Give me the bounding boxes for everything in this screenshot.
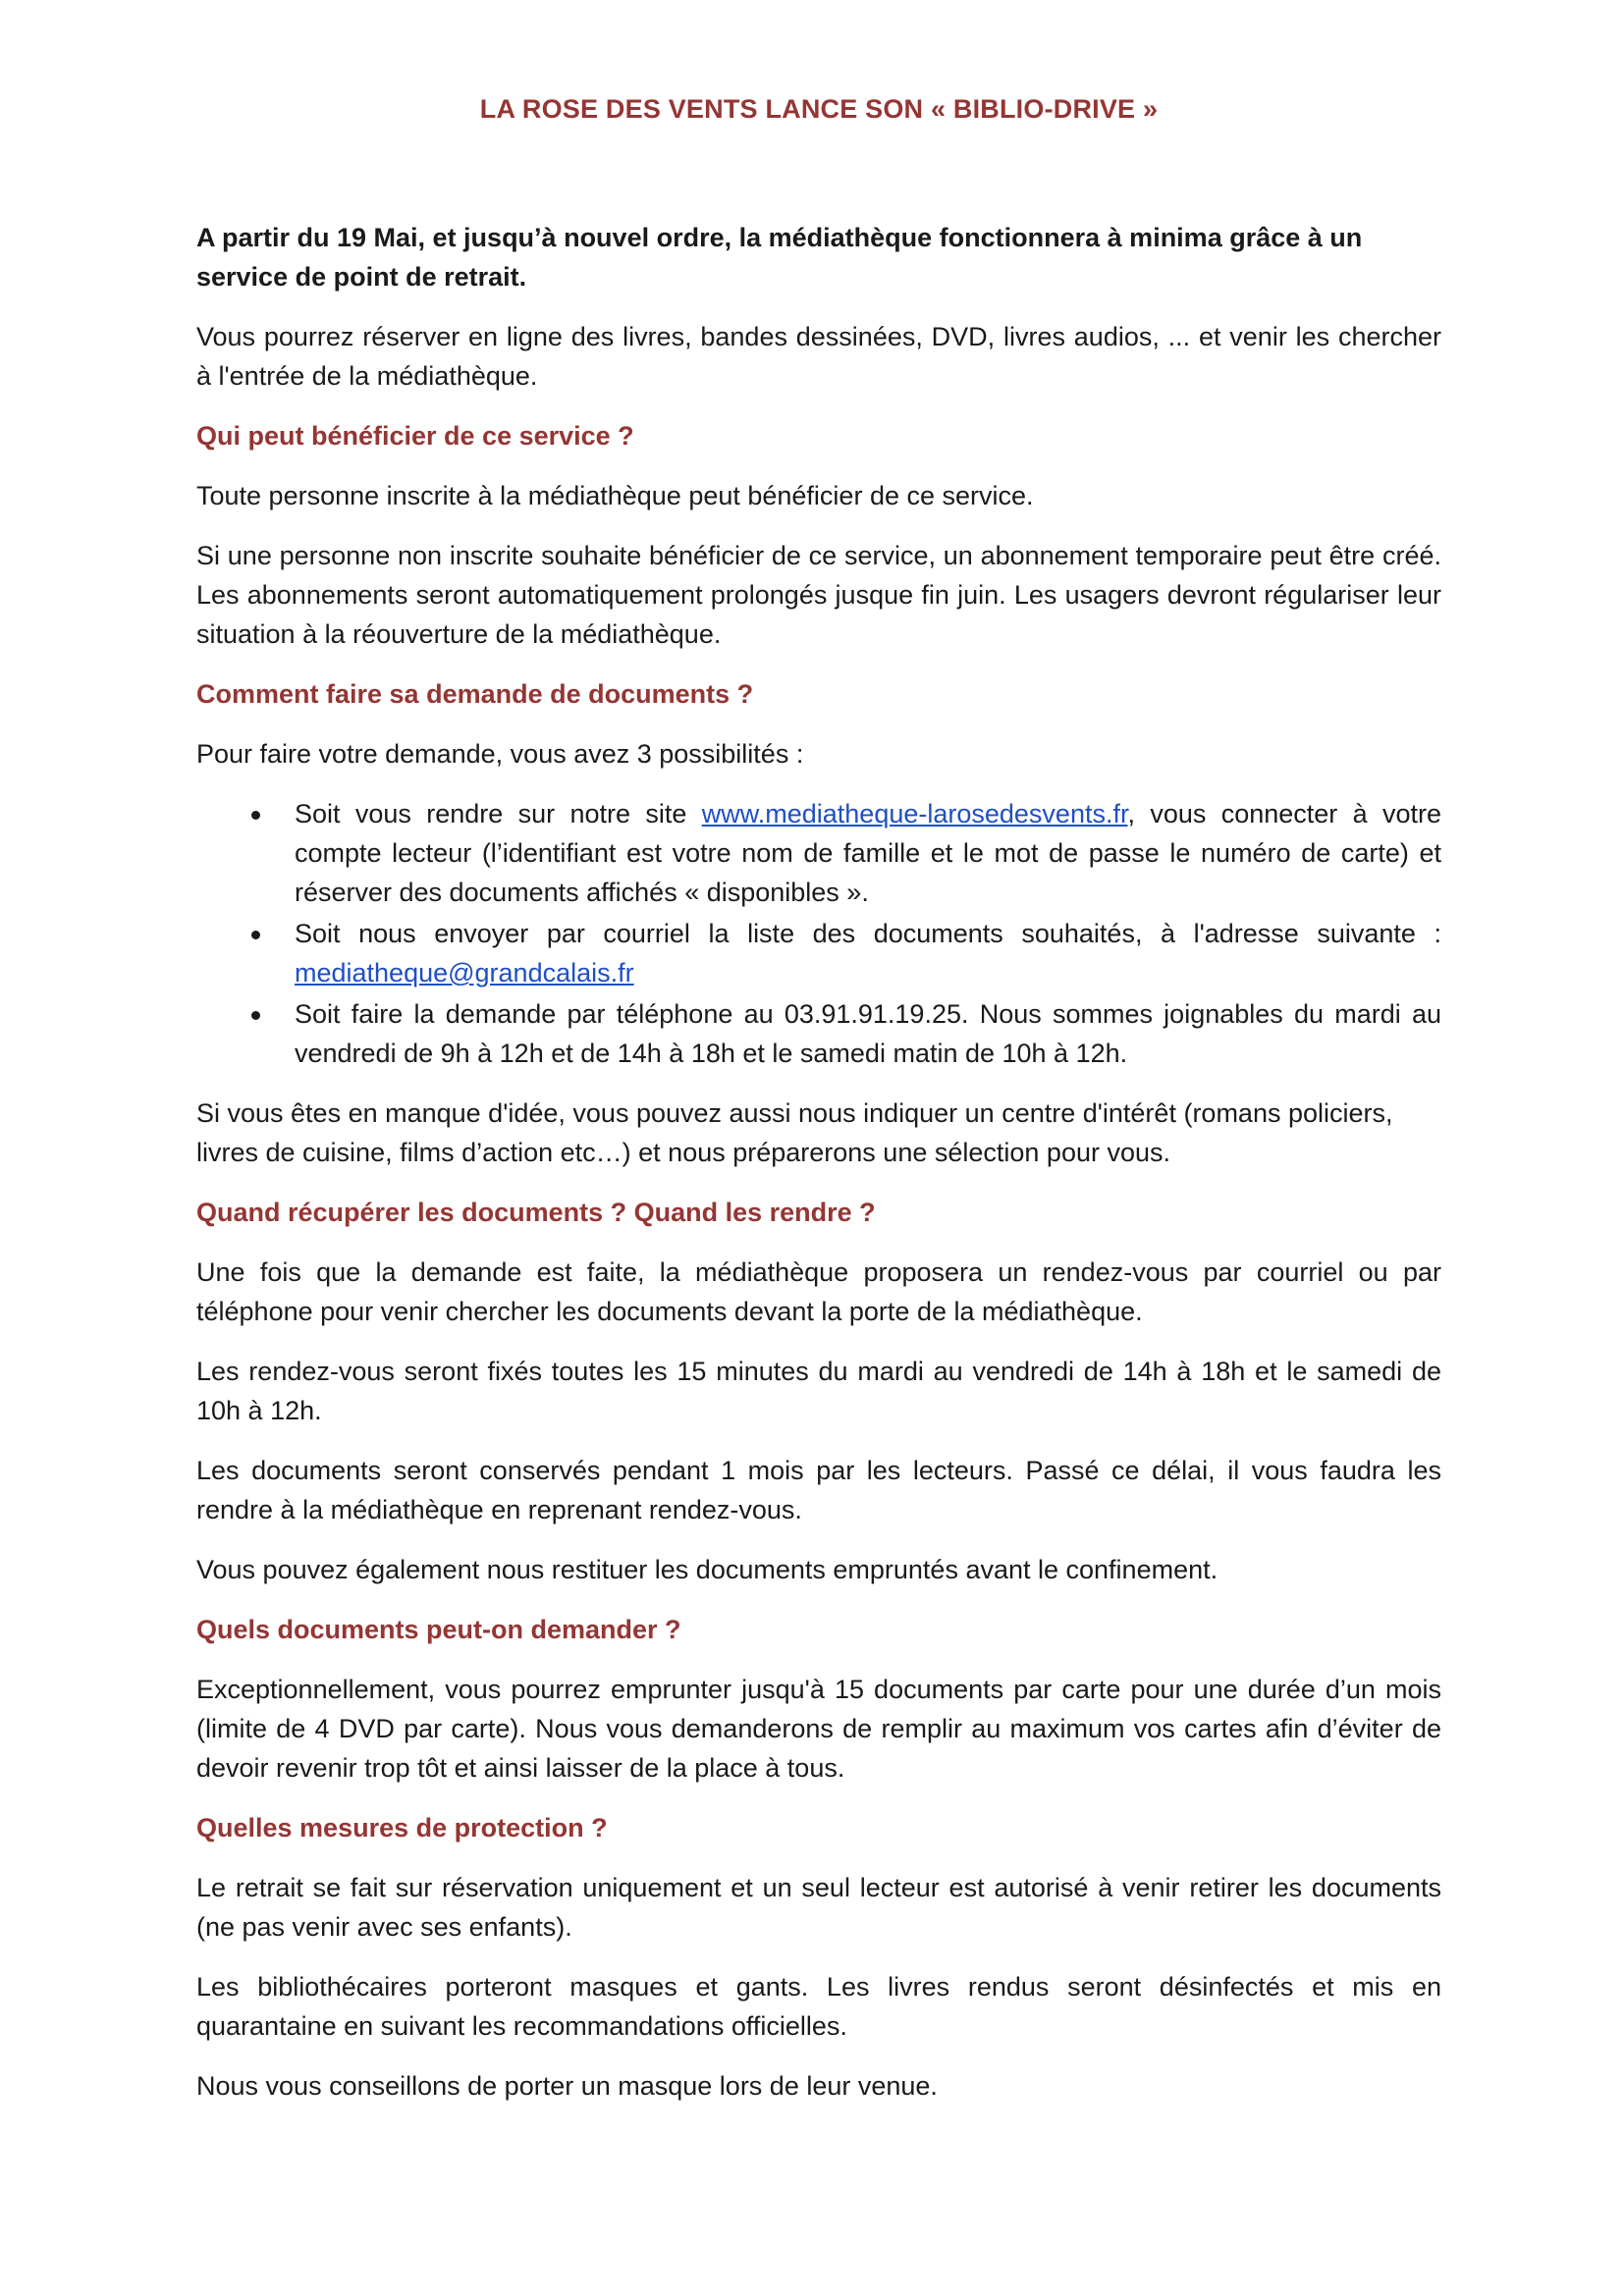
section-heading-protection: Quelles mesures de protection ?	[196, 1813, 608, 1842]
section-heading-which: Quels documents peut-on demander ?	[196, 1615, 681, 1644]
when-paragraph-2: Les rendez-vous seront fixés toutes les 15 minutes du mardi au vendredi de 14h à 18h et le samedi de 10h à 12h.	[196, 1357, 1441, 1425]
which-paragraph-1: Exceptionnellement, vous pourrez emprunter jusqu'à 15 documents par carte pour une durée d’un mois (limite de 4 DVD par carte). Nous vous demanderons de remplir au maximum vos cartes afin d’éviter de devoir revenir trop tôt et ainsi laisser de la place à tous.	[196, 1675, 1441, 1783]
bullet-icon	[251, 931, 260, 939]
protection-paragraph-3: Nous vous conseillons de porter un masque lors de leur venue.	[196, 2071, 938, 2101]
protection-paragraph-2: Les bibliothécaires porteront masques et gants. Les livres rendus seront désinfectés et mis en quarantaine en suivant les recommandations officielles.	[196, 1972, 1441, 2041]
who-paragraph-2: Si une personne non inscrite souhaite bénéficier de ce service, un abonnement temporaire peut être créé. Les abonnements seront automatiquement prolongés jusque fin juin. Les usagers devront régulariser leur situation à la réouverture de la médiathèque.	[196, 541, 1441, 649]
how-paragraph-1: Pour faire votre demande, vous avez 3 possibilités :	[196, 739, 804, 769]
section-heading-when: Quand récupérer les documents ? Quand les rendre ?	[196, 1198, 876, 1227]
request-options-list	[196, 794, 1441, 1073]
when-paragraph-4: Vous pouvez également nous restituer les documents empruntés avant le confinement.	[196, 1555, 1218, 1584]
when-paragraph-3: Les documents seront conservés pendant 1 mois par les lecteurs. Passé ce délai, il vous faudra les rendre à la médiathèque en reprenant rendez-vous.	[196, 1456, 1441, 1524]
document-body	[196, 218, 1441, 2126]
how-paragraph-2: Si vous êtes en manque d'idée, vous pouvez aussi nous indiquer un centre d'intérêt (romans policiers, livres de cuisine, films d’action etc…) et nous préparerons une sélection pour vous.	[196, 1098, 1393, 1167]
list-item	[196, 914, 1441, 992]
list-item-text: , vous connecter à votre compte lecteur (l’identifiant est votre nom de famille et le mot de passe le numéro de carte) et réserver des documents affichés « disponibles ».	[295, 799, 1441, 907]
list-item-text: Soit vous rendre sur notre site	[295, 799, 702, 828]
document-title: LA ROSE DES VENTS LANCE SON « BIBLIO-DRIVE »	[479, 94, 1159, 124]
section-heading-how: Comment faire sa demande de documents ?	[196, 679, 754, 709]
lead-paragraph: A partir du 19 Mai, et jusqu’à nouvel ordre, la médiathèque fonctionnera à minima grâce à un service de point de retrait.	[196, 223, 1363, 292]
intro-paragraph: Vous pourrez réserver en ligne des livres, bandes dessinées, DVD, livres audios, ... et venir les chercher à l'entrée de la médiathèque.	[196, 322, 1441, 391]
list-item	[196, 994, 1441, 1073]
list-item-text: Soit nous envoyer par courriel la liste des documents souhaités, à l'adresse suivante :	[295, 919, 1441, 948]
section-heading-who: Qui peut bénéficier de ce service ?	[196, 421, 634, 451]
protection-paragraph-1: Le retrait se fait sur réservation uniquement et un seul lecteur est autorisé à venir retirer les documents (ne pas venir avec ses enfants).	[196, 1873, 1441, 1942]
who-paragraph-1: Toute personne inscrite à la médiathèque peut bénéficier de ce service.	[196, 481, 1034, 510]
website-link[interactable]: www.mediatheque-larosedesvents.fr	[701, 799, 1128, 828]
bullet-icon	[251, 1011, 260, 1020]
bullet-icon	[251, 811, 260, 820]
list-item-text: Soit faire la demande par téléphone au 03.91.91.19.25. Nous sommes joignables du mardi au vendredi de 9h à 12h et de 14h à 18h et le samedi matin de 10h à 12h.	[295, 999, 1441, 1068]
list-item	[196, 794, 1441, 912]
email-link[interactable]: mediatheque@grandcalais.fr	[295, 958, 634, 988]
when-paragraph-1: Une fois que la demande est faite, la médiathèque proposera un rendez-vous par courriel ou par téléphone pour venir chercher les documents devant la porte de la médiathèque.	[196, 1257, 1441, 1326]
